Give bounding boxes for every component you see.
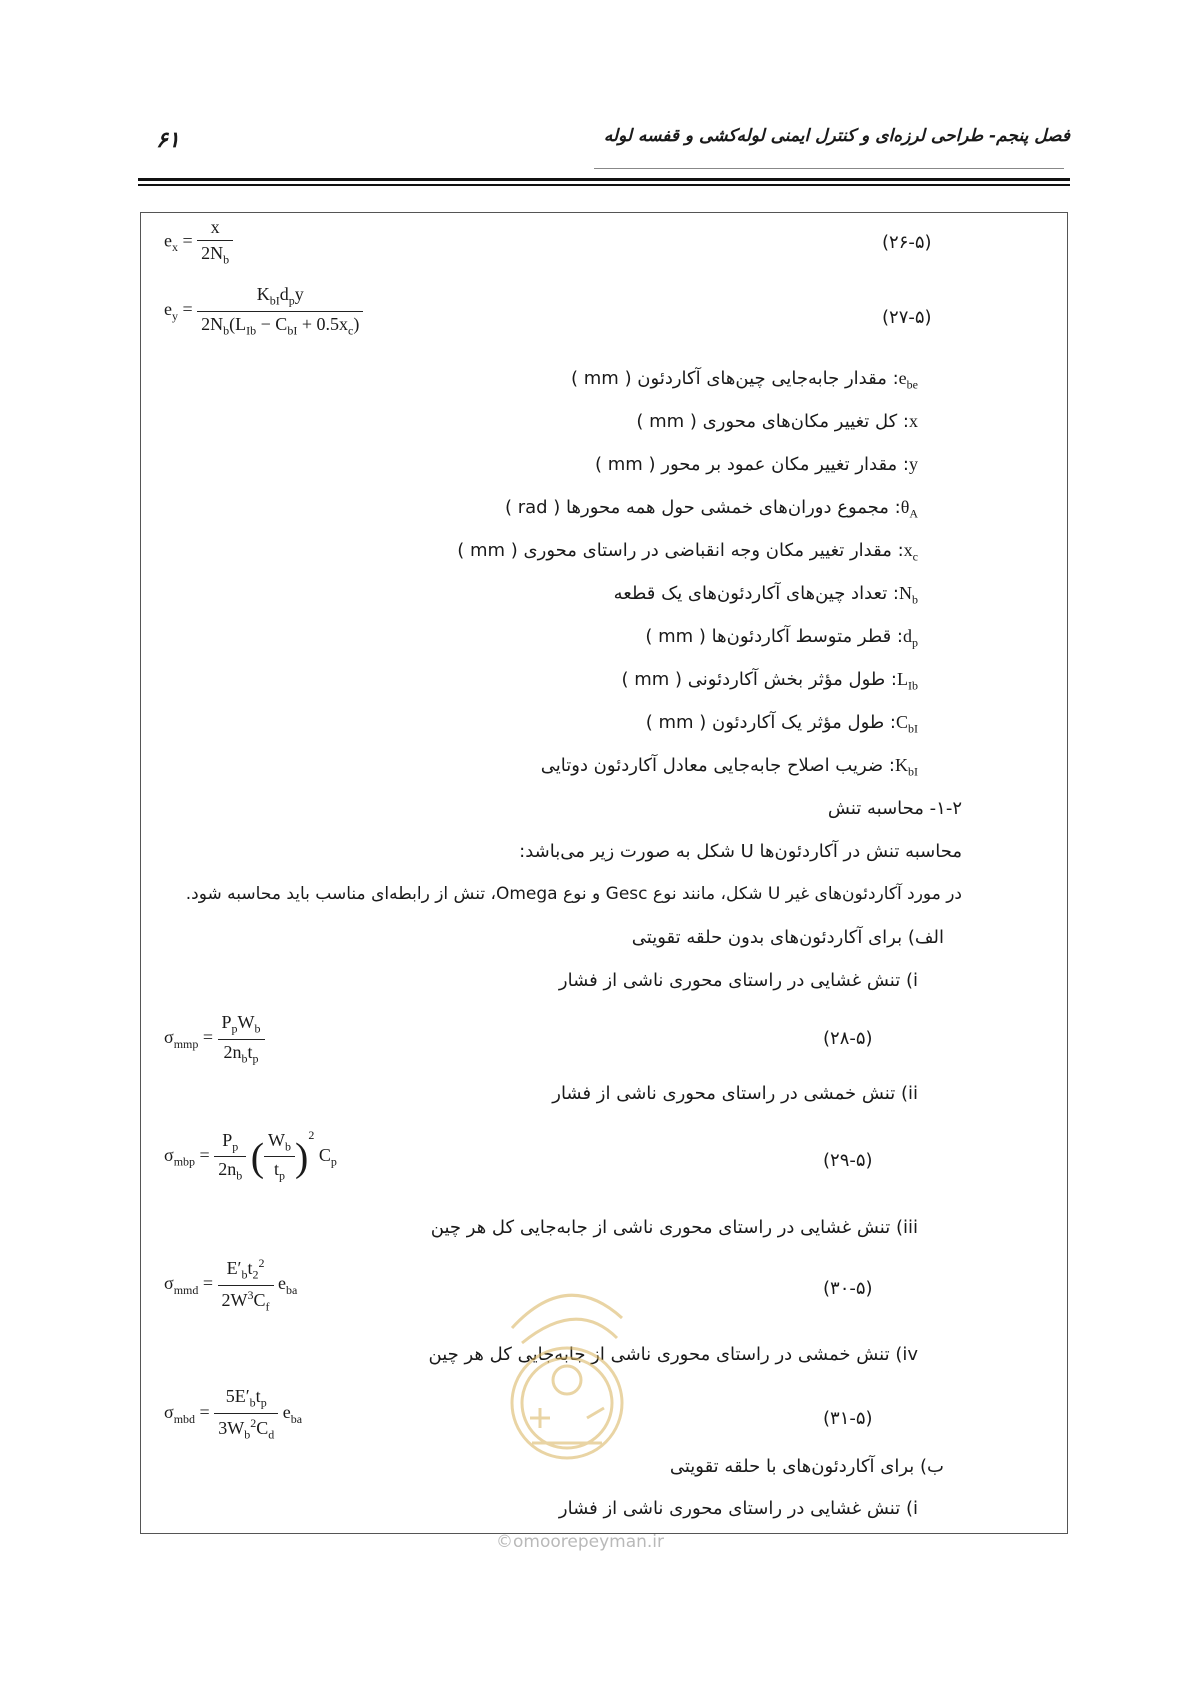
case-a-heading: الف) برای آکاردئون‌های بدون حلقه تقویتی — [631, 927, 944, 948]
chapter-title: فصل پنجم- طراحی لرزه‌ای و کنترل ایمنی لوله‌کشی و قفسه لوله — [603, 126, 1070, 146]
definition-lib — [622, 669, 919, 694]
item-iii: iii) تنش غشایی در راستای محوری ناشی از جابه‌جایی کل هر چین — [430, 1217, 918, 1238]
definition-text: : تعداد چین‌های آکاردئون‌های یک قطعه — [613, 583, 899, 604]
symbol-xc: $x_c$ — [903, 540, 918, 564]
definition-nb — [614, 583, 918, 608]
definition-dp — [645, 626, 918, 651]
symbol-kbi: $K_{bI}$ — [895, 755, 918, 779]
copyright-icon: © — [496, 1532, 513, 1552]
equation-number-26: (۲۶-۵) — [882, 232, 932, 253]
definition-cbi — [646, 712, 918, 737]
item-ii: ii) تنش خمشی در راستای محوری ناشی از فشار — [552, 1083, 918, 1104]
equation-31: $\sigma_{mbd}$ = $\frac{5E'_bt_p}{3W_b^2C_d}$ $e_{ba}$ — [164, 1386, 303, 1442]
equation-28: $\sigma_{mmp}$ = $\frac{P_pW_b}{2n_bt_p}$ — [164, 1012, 265, 1066]
symbol-x: x — [909, 411, 918, 431]
page-number: ۶۱ — [156, 128, 180, 153]
watermark-logo — [482, 1268, 652, 1468]
definition-ebe — [571, 368, 918, 393]
definition-text: : مقدار جابه‌جایی چین‌های آکاردئون ( mm ) — [571, 368, 899, 389]
symbol-dp: $d_p$ — [903, 626, 918, 650]
symbol-theta: $\theta_A$ — [900, 497, 918, 521]
definition-text: : طول مؤثر بخش آکاردئونی ( mm ) — [621, 669, 897, 690]
symbol-cbi: $C_{bI}$ — [895, 712, 918, 736]
definition-text: : ضریب اصلاح جابه‌جایی معادل آکاردئون دوتایی — [540, 755, 895, 776]
symbol-ebe: $e_{be}$ — [898, 368, 918, 392]
equation-30: $\sigma_{mmd}$ = $\frac{E'_bt_2^2}{2W^3C_f}$ $e_{ba}$ — [164, 1256, 298, 1314]
item-i: i) تنش غشایی در راستای محوری ناشی از فشار — [558, 970, 918, 991]
definition-xc — [457, 540, 918, 565]
definition-theta — [505, 497, 918, 522]
watermark-url-text: omoorepeyman.ir — [513, 1532, 665, 1552]
equation-number-29: (۲۹-۵) — [823, 1150, 873, 1171]
watermark-url — [496, 1532, 664, 1552]
paragraph-1: محاسبه تنش در آکاردئون‌ها U شکل به صورت زیر می‌باشد: — [519, 841, 962, 862]
definition-kbi — [541, 755, 918, 780]
header-rule-2 — [138, 184, 1070, 186]
equation-number-28: (۲۸-۵) — [823, 1028, 873, 1049]
definition-text: : مجموع دوران‌های خمشی حول همه محورها ( rad ) — [504, 497, 901, 518]
definition-text: : طول مؤثر یک آکاردئون ( mm ) — [645, 712, 896, 733]
equation-number-31: (۳۱-۵) — [823, 1408, 873, 1429]
header-thin-rule — [594, 168, 1064, 169]
section-heading: ۱-۲- محاسبه تنش — [827, 798, 962, 819]
symbol-lib: $L_{Ib}$ — [897, 669, 918, 693]
symbol-y: y — [909, 454, 918, 474]
equation-27: $e_y$ = $\frac{K_{bI}d_py}{2N_b(L_{Ib} - C_{bI} + 0.5x_c)}$ — [164, 284, 363, 338]
header-rule — [138, 178, 1070, 181]
equation-number-27: (۲۷-۵) — [882, 307, 932, 328]
definition-text: : مقدار تغییر مکان عمود بر محور ( mm ) — [594, 454, 909, 475]
equation-26: $e_x$ = $\frac{x}{2N_b}$ — [164, 217, 233, 268]
equation-number-30: (۳۰-۵) — [823, 1278, 873, 1299]
definition-y — [595, 454, 918, 475]
equation-29: $\sigma_{mbp}$ = $\frac{P_p}{2n_b}$ ( $\frac{W_b}{t_p}$ )$^2$ $C_p$ — [164, 1128, 337, 1183]
definition-x — [636, 411, 918, 432]
symbol-nb: $N_b$ — [899, 583, 918, 607]
definition-text: : مقدار تغییر مکان وجه انقباضی در راستای محوری ( mm ) — [457, 540, 904, 561]
item-iv: iv) تنش خمشی در راستای محوری ناشی از جابه‌جایی کل هر چین — [428, 1344, 918, 1365]
item-b-i: i) تنش غشایی در راستای محوری ناشی از فشار — [558, 1498, 918, 1519]
paragraph-2: در مورد آکاردئون‌های غیر U شکل، مانند نوع Gesc و نوع Omega، تنش از رابطه‌ای مناسب باید محاسبه شود. — [185, 884, 962, 904]
definition-text: : کل تغییر مکان‌های محوری ( mm ) — [636, 411, 909, 432]
definition-text: : قطر متوسط آکاردئون‌ها ( mm ) — [645, 626, 903, 647]
case-b-heading: ب) برای آکاردئون‌های با حلقه تقویتی — [669, 1456, 944, 1477]
